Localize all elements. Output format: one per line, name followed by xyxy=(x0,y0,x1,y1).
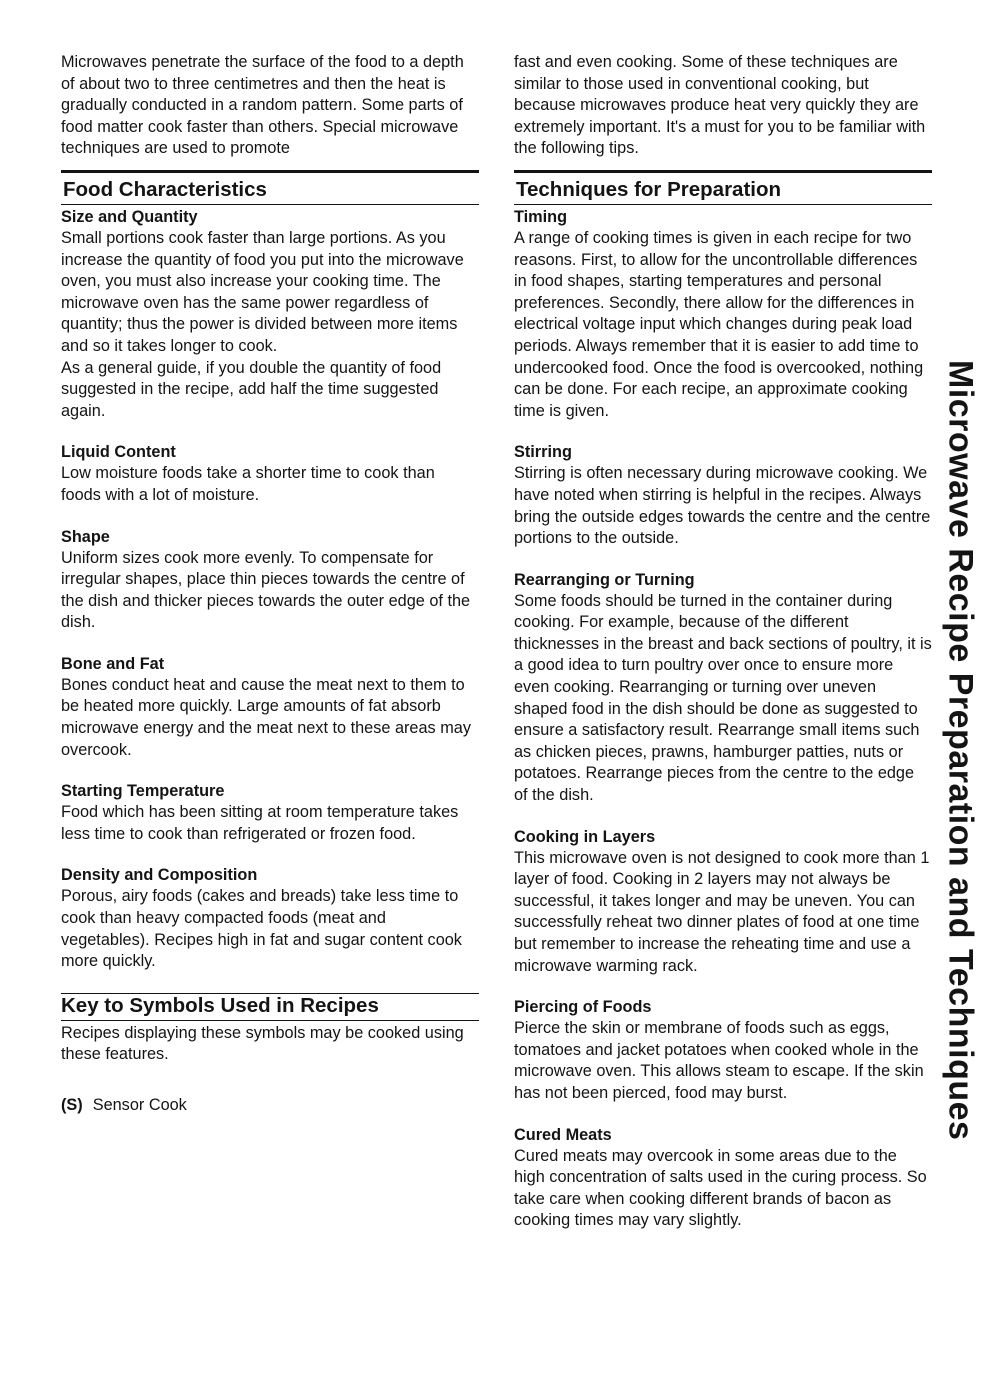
timing-body: A range of cooking times is given in each recipe for two reasons. First, to allow for the uncontrollable differences in food shapes, starting temperatures and personal preferences. Secondly, there allow for the differences in electrical voltage input which changes during peak load periods. Always remember that it is easier to add time to undercooked food. Once the food is overcooked, nothing can be done. For each recipe, an approximate cooking time is given. xyxy=(514,228,924,420)
shape-heading: Shape xyxy=(61,527,110,546)
rearranging-body: Some foods should be turned in the container during cooking. For example, because of the different thicknesses in the breast and back sections of poultry, it is a good idea to turn poultry over once to ensure more even cooking. Rearranging or turning over uneven shaped food in the dish should be done as suggested to ensure a satisfactory result. Rearrange small items such as chicken pieces, prawns, hamburger patties, nuts or potatoes. Rearrange pieces from the centre to the edge of the dish. xyxy=(514,591,932,805)
density-composition-block xyxy=(61,865,479,972)
size-quantity-heading: Size and Quantity xyxy=(61,207,198,226)
right-column xyxy=(514,52,932,1252)
bone-fat-body: Bones conduct heat and cause the meat next to them to be heated more quickly. Large amounts of fat absorb microwave energy and the meat next to these areas may overcook. xyxy=(61,675,471,759)
symbol-row xyxy=(61,1094,479,1116)
cooking-layers-body: This microwave oven is not designed to cook more than 1 layer of food. Cooking in 2 layers may not always be successful, it takes longer and may be uneven. You can successfully reheat two dinner plates of food at one time but remember to increase the reheating time and use a microwave warming rack. xyxy=(514,848,930,975)
piercing-body: Pierce the skin or membrane of foods such as eggs, tomatoes and jacket potatoes when cooked whole in the microwave oven. This allows steam to escape. If the skin has not been pierced, food may burst. xyxy=(514,1019,924,1102)
left-column xyxy=(61,52,479,1116)
liquid-content-heading: Liquid Content xyxy=(61,443,176,462)
bone-fat-heading: Bone and Fat xyxy=(61,654,165,673)
density-composition-heading: Density and Composition xyxy=(61,866,258,885)
cured-meats-heading: Cured Meats xyxy=(514,1125,612,1144)
liquid-content-body: Low moisture foods take a shorter time to cook than foods with a lot of moisture. xyxy=(61,464,435,504)
size-quantity-body: Small portions cook faster than large portions. As you increase the quantity of food you put into the microwave oven, you must also increase your cooking time. The microwave oven has the same power regardless of quantity; thus the power is divided between more items and so it takes longer to cook. xyxy=(61,228,464,355)
techniques-title: Techniques for Preparation xyxy=(514,173,932,205)
size-quantity-extra: As a general guide, if you double the quantity of food suggested in the recipe, add half the time suggested again. xyxy=(61,358,442,420)
piercing-block xyxy=(514,997,932,1104)
shape-body: Uniform sizes cook more evenly. To compensate for irregular shapes, place thin pieces towards the centre of the dish and thicker pieces towards the outer edge of the dish. xyxy=(61,548,471,632)
starting-temperature-body: Food which has been sitting at room temperature takes less time to cook than refrigerated or frozen food. xyxy=(61,803,459,843)
food-characteristics-title: Food Characteristics xyxy=(61,173,479,205)
cooking-layers-heading: Cooking in Layers xyxy=(514,827,656,846)
piercing-heading: Piercing of Foods xyxy=(514,998,652,1017)
starting-temperature-block xyxy=(61,781,479,845)
rearranging-heading: Rearranging or Turning xyxy=(514,570,695,589)
stirring-body: Stirring is often necessary during microwave cooking. We have noted when stirring is helpful in the recipes. Always bring the outside edges towards the centre and the centre portions to the outside. xyxy=(514,464,931,548)
key-symbols-body: Recipes displaying these symbols may be cooked using these features. xyxy=(61,1023,464,1064)
density-composition-body: Porous, airy foods (cakes and breads) take less time to cook than heavy compacted foods (meat and vegetables). Recipes high in fat and sugar content cook more quickly. xyxy=(61,887,462,971)
liquid-content-block xyxy=(61,442,479,506)
shape-block xyxy=(61,527,479,634)
rearranging-block xyxy=(514,570,932,807)
side-chapter-title-text: Microwave Recipe Preparation and Techniques xyxy=(941,359,980,1141)
stirring-block xyxy=(514,442,932,549)
bone-fat-block xyxy=(61,654,479,761)
cured-meats-block xyxy=(514,1125,932,1232)
size-quantity-block xyxy=(61,207,479,422)
key-symbols-title: Key to Symbols Used in Recipes xyxy=(61,993,479,1021)
starting-temperature-heading: Starting Temperature xyxy=(61,782,225,801)
side-chapter-title xyxy=(936,340,984,1160)
cured-meats-body: Cured meats may overcook in some areas due to the high concentration of salts used in the curing process. So take care when cooking different brands of bacon as cooking times may vary slightly. xyxy=(514,1146,927,1230)
stirring-heading: Stirring xyxy=(514,443,572,462)
cooking-layers-block xyxy=(514,827,932,978)
right-intro: fast and even cooking. Some of these techniques are similar to those used in conventional cooking, but because microwaves produce heat very quickly they are extremely important. It's a must for you to be familiar with the following tips. xyxy=(514,53,926,158)
timing-block xyxy=(514,207,932,422)
sensor-cook-symbol: (S) xyxy=(61,1096,83,1114)
left-intro: Microwaves penetrate the surface of the food to a depth of about two to three centimetres and then the heat is gradually conducted in a random pattern. Some parts of food matter cook faster than others. Special microwave techniques are used to promote xyxy=(61,53,464,158)
sensor-cook-label: Sensor Cook xyxy=(92,1096,187,1114)
timing-heading: Timing xyxy=(514,207,568,226)
